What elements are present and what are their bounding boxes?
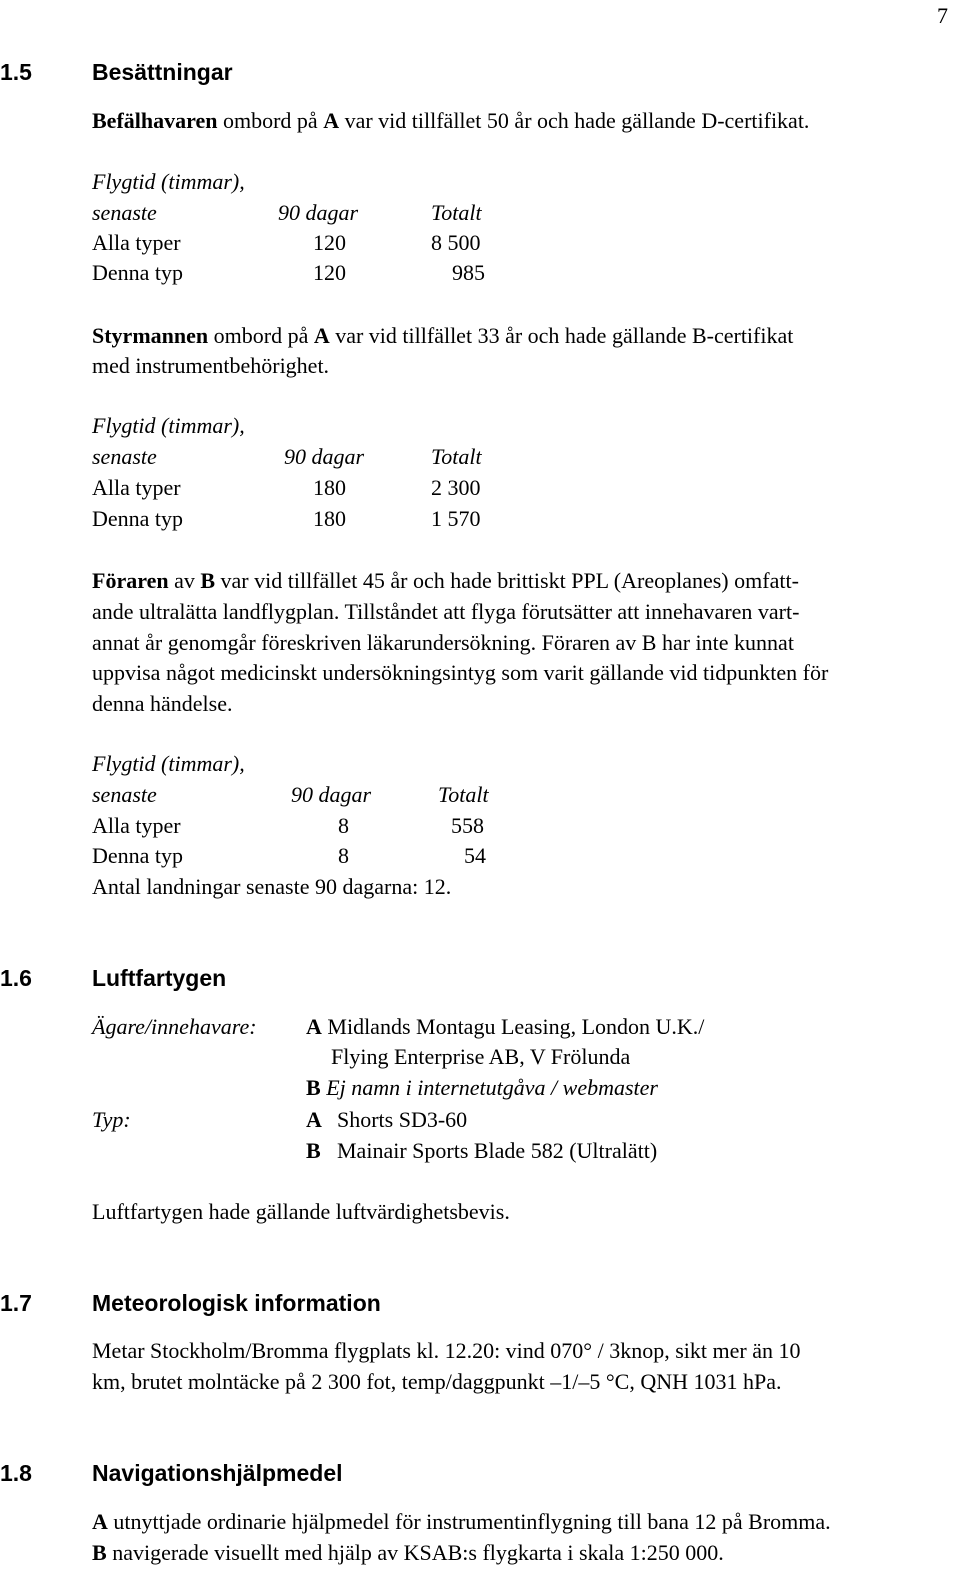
heading-1-5: [0, 57, 600, 88]
text-run: Midlands Montagu Leasing, London U.K./: [321, 1014, 705, 1039]
heading-number: 1.5: [0, 59, 32, 85]
flight-time-header-3: Flygtid (timmar),: [92, 751, 245, 776]
heading-number: 1.6: [0, 965, 32, 991]
aircraft-b-letter: B: [306, 1075, 321, 1100]
table-row: [92, 810, 512, 841]
col-totalt: Totalt: [431, 200, 482, 225]
table-row: [92, 227, 512, 258]
col-senaste: senaste: [92, 200, 157, 225]
heading-number: 1.7: [0, 1290, 32, 1316]
pilot-paragraph-line3: annat år genomgår föreskriven läkarundersökning. Föraren av B har inte kunnat: [92, 630, 794, 655]
first-officer-label: Styrmannen: [92, 323, 209, 348]
flight-time-header-2: Flygtid (timmar),: [92, 413, 245, 438]
row-total: 54: [464, 843, 486, 868]
row-label: Alla typer: [92, 475, 181, 500]
text-run: var vid tillfället 33 år och hade gällande B-certifikat: [329, 323, 794, 348]
text-run: Ej namn i internetutgåva / webmaster: [320, 1075, 658, 1100]
navaid-b: [92, 1537, 724, 1568]
row-label: Denna typ: [92, 506, 184, 531]
row-total: 1 570: [431, 506, 481, 531]
flight-time-colheads-3: [92, 779, 512, 810]
aircraft-a-letter: A: [306, 1107, 322, 1132]
heading-1-6: [0, 963, 600, 994]
type-b-text: Mainair Sports Blade 582 (Ultralätt): [337, 1138, 658, 1163]
metar-line2: km, brutet molntäcke på 2 300 fot, temp/daggpunkt –1/–5 °C, QNH 1031 hPa.: [92, 1369, 782, 1394]
row-90-days: 8: [338, 813, 349, 838]
col-90-dagar: 90 dagar: [291, 782, 372, 807]
pilot-label: Föraren: [92, 568, 169, 593]
aircraft-a-letter: A: [313, 323, 330, 348]
flight-time-colheads-1: [92, 197, 512, 228]
table-row: [92, 257, 512, 288]
text-run: ombord på: [217, 108, 324, 133]
aircraft-a-letter: A: [92, 1509, 108, 1534]
aircraft-b-letter: B: [306, 1138, 321, 1163]
row-label: Alla typer: [92, 230, 181, 255]
metar-line1: Metar Stockholm/Bromma flygplats kl. 12.20: vind 070° / 3knop, sikt mer än 10: [92, 1338, 801, 1363]
col-totalt: Totalt: [431, 444, 482, 469]
table-row: [92, 503, 512, 534]
row-total: 558: [451, 813, 484, 838]
heading-number: 1.8: [0, 1460, 32, 1486]
row-90-days: 8: [338, 843, 349, 868]
aircraft-b-letter: B: [200, 568, 216, 593]
type-a-text: Shorts SD3-60: [337, 1107, 468, 1132]
flight-time-header-1: Flygtid (timmar),: [92, 169, 245, 194]
owner-b: [306, 1072, 658, 1103]
col-90-dagar: 90 dagar: [278, 200, 359, 225]
row-total: 985: [452, 260, 485, 285]
row-total: 2 300: [431, 475, 481, 500]
type-label: Typ:: [92, 1107, 131, 1132]
col-totalt: Totalt: [438, 782, 489, 807]
heading-title: Navigationshjälpmedel: [92, 1460, 343, 1486]
row-total: 8 500: [431, 230, 481, 255]
first-officer-paragraph-line2: med instrumentbehörighet.: [92, 353, 330, 378]
text-run: utnyttjade ordinarie hjälpmedel för instrumentinflygning till bana 12 på Bromma.: [107, 1509, 831, 1534]
aircraft-b-letter: B: [92, 1540, 107, 1565]
heading-title: Besättningar: [92, 59, 233, 85]
pilot-paragraph-line4: uppvisa något medicinskt undersökningsintyg som varit gällande vid tidpunkten för: [92, 660, 829, 685]
col-90-dagar: 90 dagar: [284, 444, 365, 469]
row-label: Denna typ: [92, 260, 184, 285]
owner-a-line2: Flying Enterprise AB, V Frölunda: [331, 1044, 631, 1069]
row-90-days: 180: [313, 506, 346, 531]
text-run: navigerade visuellt med hjälp av KSAB:s flygkarta i skala 1:250 000.: [106, 1540, 724, 1565]
flight-time-colheads-2: [92, 441, 512, 472]
heading-1-7: [0, 1288, 600, 1319]
row-90-days: 120: [313, 230, 346, 255]
row-90-days: 180: [313, 475, 346, 500]
heading-title: Meteorologisk information: [92, 1290, 381, 1316]
text-run: av: [168, 568, 201, 593]
row-label: Alla typer: [92, 813, 181, 838]
type-b: [306, 1135, 321, 1166]
owner-label: Ägare/innehavare:: [92, 1014, 257, 1039]
text-run: var vid tillfället 45 år och hade brittiskt PPL (Areoplanes) omfatt-: [215, 568, 799, 593]
text-run: var vid tillfället 50 år och hade gällande D-certifikat.: [339, 108, 810, 133]
navaid-a: [92, 1506, 831, 1537]
captain-label: Befälhavaren: [92, 108, 218, 133]
first-officer-paragraph: [92, 320, 793, 351]
table-row: [92, 840, 512, 871]
owner-a: [306, 1011, 704, 1042]
aircraft-a-letter: A: [323, 108, 340, 133]
col-senaste: senaste: [92, 782, 157, 807]
aircraft-a-letter: A: [306, 1014, 322, 1039]
text-run: ombord på: [208, 323, 314, 348]
captain-paragraph: [92, 105, 809, 136]
pilot-paragraph-line2: ande ultralätta landflygplan. Tillståndet att flyga förutsätter att innehavaren vart-: [92, 599, 800, 624]
heading-title: Luftfartygen: [92, 965, 227, 991]
landings-count: Antal landningar senaste 90 dagarna: 12.: [92, 874, 452, 899]
pilot-paragraph-line1: [92, 565, 799, 596]
page-number: 7: [937, 3, 948, 28]
row-90-days: 120: [313, 260, 346, 285]
col-senaste: senaste: [92, 444, 157, 469]
type-a: [306, 1104, 322, 1135]
row-label: Denna typ: [92, 843, 184, 868]
table-row: [92, 472, 512, 503]
pilot-paragraph-line5: denna händelse.: [92, 691, 233, 716]
heading-1-8: [0, 1458, 600, 1489]
airworthiness-text: Luftfartygen hade gällande luftvärdighetsbevis.: [92, 1199, 510, 1224]
